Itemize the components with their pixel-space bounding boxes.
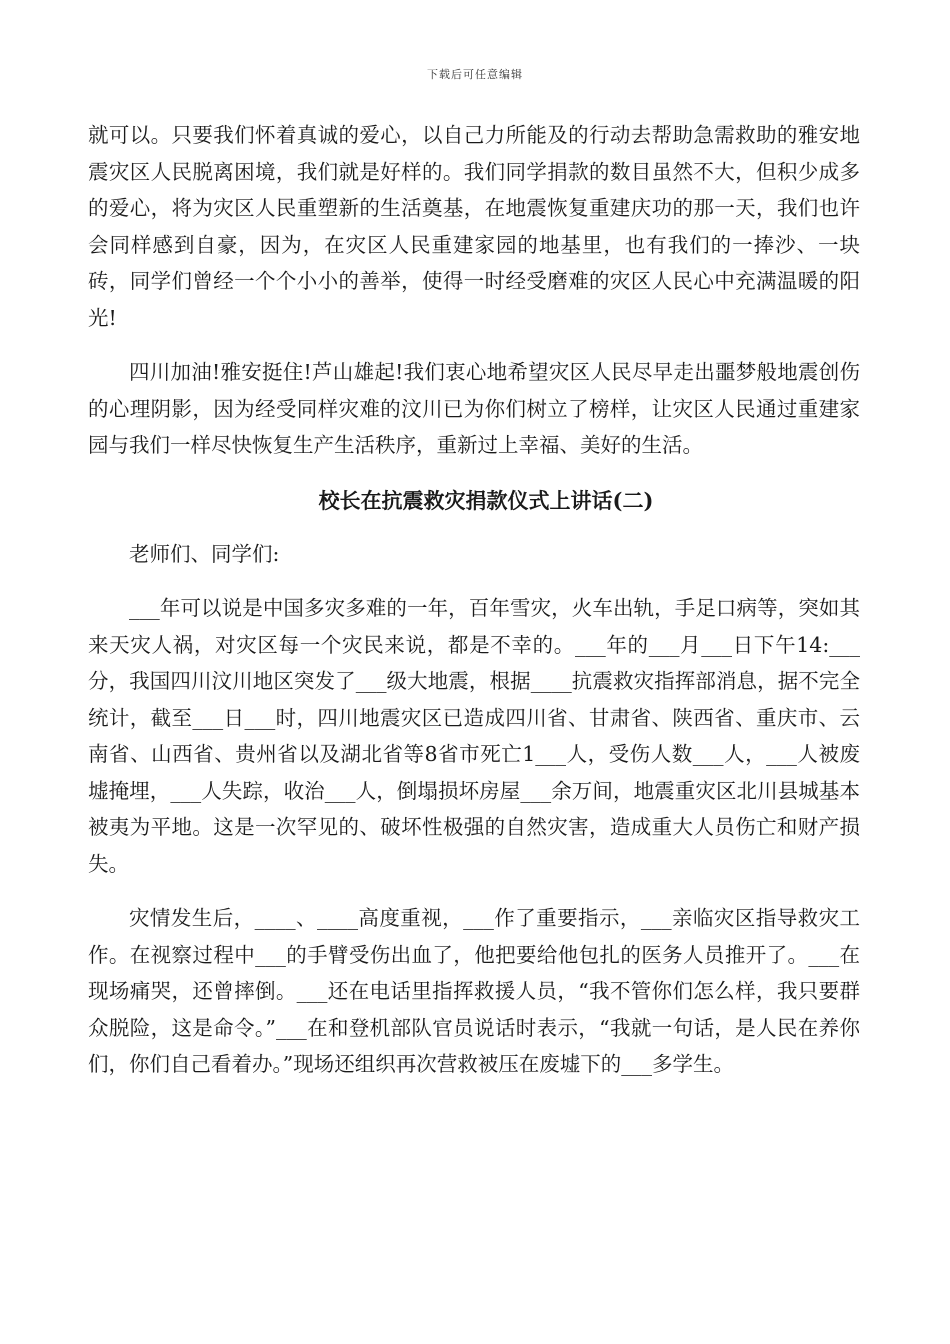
paragraph-continuation: 就可以。只要我们怀着真诚的爱心，以自己力所能及的行动去帮助急需救助的雅安地震灾区人民脱离困境，我们就是好样的。我们同学捐款的数目虽然不大，但积少成多的爱心，将为灾区人民重塑新的生活奠基，在地震恢复重建庆功的那一天，我们也许会同样感到自豪，因为，在灾区人民重建家园的地基里，也有我们的一捧沙、一块砖，同学们曾经一个个小小的善举，使得一时经受磨难的灾区人民心中充满温暖的阳光! <box>88 123 860 330</box>
section-title: 校长在抗震救灾捐款仪式上讲话(二) <box>318 487 654 513</box>
paragraph-response: 灾情发生后，____、____高度重视，___作了重要指示，___亲临灾区指导救灾工作。在视察过程中___的手臂受伤出血了，他把要给他包扎的医务人员推开了。___在现场痛哭，还曾摔倒。___还在电话里指挥救援人员，“我不管你们怎么样，我只要群众脱险，这是命令。”___在和登机部队官员说话时表示，“我就一句话，是人民在养你们，你们自己看着办。”现场还组织再次营救被压在废墟下的___多学生。 <box>88 906 860 1076</box>
page-header-note: 下载后可任意编辑 <box>427 68 523 81</box>
paragraph-disaster-overview: ___年可以说是中国多灾多难的一年，百年雪灾，火车出轨，手足口病等，突如其来天灾人祸，对灾区每一个灾民来说，都是不幸的。___年的___月___日下午14:___分，我国四川汶川地区突发了___级大地震，根据____抗震救灾指挥部消息，据不完全统计，截至___日___时，四川地震灾区已造成四川省、甘肃省、陕西省、重庆市、云南省、山西省、贵州省以及湖北省等8省市死亡1___人，受伤人数___人，___人被废墟掩埋，___人失踪，收治___人，倒塌损坏房屋___余万间，地震重灾区北川县城基本被夷为平地。这是一次罕见的、破坏性极强的自然灾害，造成重大人员伤亡和财产损失。 <box>88 596 860 876</box>
salutation: 老师们、同学们: <box>129 541 280 566</box>
document-body <box>88 117 860 1101</box>
paragraph-cheer: 四川加油!雅安挺住!芦山雄起!我们衷心地希望灾区人民尽早走出噩梦般地震创伤的心理阴影，因为经受同样灾难的汶川已为你们树立了榜样，让灾区人民通过重建家园与我们一样尽快恢复生产生活秩序，重新过上幸福、美好的生活。 <box>88 360 860 457</box>
